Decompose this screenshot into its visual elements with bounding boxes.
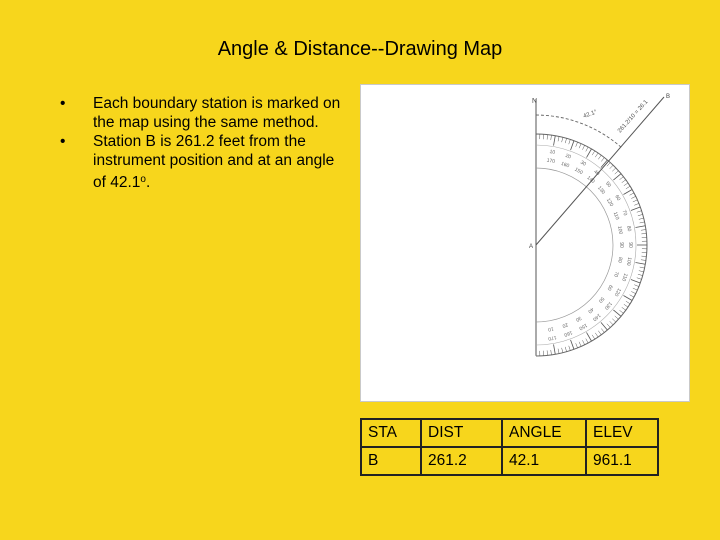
protractor-inner-number: 160 xyxy=(560,160,571,170)
protractor-numbers xyxy=(546,149,633,341)
protractor-tick xyxy=(571,340,574,349)
protractor-outer-number: 120 xyxy=(612,286,623,298)
protractor-tick xyxy=(634,203,639,205)
table-row xyxy=(361,447,658,475)
protractor-tick xyxy=(641,230,646,231)
protractor-tick xyxy=(551,350,552,355)
protractor-outer-number: 100 xyxy=(624,256,633,266)
protractor-tick xyxy=(639,271,644,272)
protractor-tick xyxy=(631,196,635,198)
protractor-tick xyxy=(562,348,563,353)
protractor-tick xyxy=(610,321,613,325)
protractor-tick xyxy=(634,285,639,287)
protractor-inner-number: 140 xyxy=(585,174,596,185)
protractor-tick xyxy=(558,136,559,141)
degree-superscript: o xyxy=(140,174,146,185)
protractor-inner-number: 150 xyxy=(573,166,584,177)
protractor-tick xyxy=(633,200,638,202)
protractor-tick xyxy=(624,183,628,186)
protractor-inner-number: 30 xyxy=(574,314,583,323)
protractor-outer-number: 70 xyxy=(620,209,629,217)
protractor-inner-number: 60 xyxy=(605,283,614,292)
protractor-outer-number: 10 xyxy=(549,148,556,156)
cell-elev: 961.1 xyxy=(586,447,658,475)
protractor-outer-number: 160 xyxy=(563,329,574,338)
protractor-tick xyxy=(587,332,592,341)
protractor-tick xyxy=(554,136,556,146)
protractor-tick xyxy=(598,331,601,335)
cell-sta: B xyxy=(361,447,421,475)
protractor-outer-number: 20 xyxy=(564,152,572,161)
protractor-tick xyxy=(595,153,598,157)
protractor-outer-number: 60 xyxy=(613,194,622,202)
protractor-outer-number: 30 xyxy=(579,159,587,168)
protractor-outer-number: 140 xyxy=(591,312,602,322)
protractor-tick xyxy=(547,135,548,140)
bullet-marker: • xyxy=(60,95,66,112)
protractor-tick xyxy=(554,344,556,354)
protractor-tick xyxy=(641,233,646,234)
header-cell-sta: STA xyxy=(361,419,421,447)
protractor-tick xyxy=(595,333,598,337)
bullet-text-end: . xyxy=(145,174,151,191)
protractor-tick xyxy=(638,214,643,215)
protractor-tick xyxy=(565,138,566,143)
protractor-figure xyxy=(360,84,690,402)
protractor-tick xyxy=(640,222,645,223)
protractor-tick xyxy=(612,319,616,322)
protractor-tick xyxy=(587,149,592,158)
protractor-tick xyxy=(638,274,643,275)
protractor-tick xyxy=(626,301,630,304)
protractor-outer-number: 170 xyxy=(547,333,557,342)
protractor-tick xyxy=(592,151,595,155)
protractor-outer-number: 90 xyxy=(627,242,633,248)
protractor-tick xyxy=(586,339,588,343)
protractor-inner-number: 50 xyxy=(597,295,606,304)
protractor-tick xyxy=(615,316,619,319)
protractor-tick xyxy=(620,177,624,180)
protractor-tick xyxy=(633,288,638,290)
bullet-list xyxy=(60,94,345,192)
protractor-tick xyxy=(576,142,578,147)
protractor-tick xyxy=(571,141,574,150)
protractor-inner-number: 80 xyxy=(616,256,624,264)
protractor-tick xyxy=(624,304,628,307)
protractor-outer-number: 80 xyxy=(625,225,633,232)
bullet-item xyxy=(60,132,345,192)
protractor-inner-number: 100 xyxy=(616,225,624,235)
protractor-tick xyxy=(612,168,616,171)
protractor-tick xyxy=(640,267,645,268)
protractor-inner-number: 10 xyxy=(547,325,555,333)
protractor-inner-number: 40 xyxy=(586,306,595,315)
protractor-tick xyxy=(623,190,632,195)
center-label: A xyxy=(529,244,534,250)
protractor-tick xyxy=(562,137,563,142)
protractor-tick xyxy=(641,260,646,261)
protractor-tick xyxy=(631,280,640,283)
protractor-inner-number: 120 xyxy=(604,197,615,208)
point-b-label: B xyxy=(666,94,671,100)
header-cell-dist: DIST xyxy=(421,419,502,447)
protractor-tick xyxy=(547,350,548,355)
protractor-tick xyxy=(639,218,644,219)
protractor-tick xyxy=(615,171,619,174)
protractor-tick xyxy=(607,324,610,328)
protractor-tick xyxy=(622,180,626,183)
protractor-tick xyxy=(569,346,571,351)
protractor-tick xyxy=(582,340,584,344)
header-cell-angle: ANGLE xyxy=(502,419,586,447)
cell-angle: 42.1 xyxy=(502,447,586,475)
header-cell-elev: ELEV xyxy=(586,419,658,447)
protractor-tick xyxy=(592,335,595,339)
protractor-tick xyxy=(626,186,630,189)
protractor-tick xyxy=(641,256,646,257)
protractor-outer-number: 130 xyxy=(603,300,613,311)
protractor-tick xyxy=(576,343,578,348)
protractor-inner-number: 110 xyxy=(611,211,621,221)
protractor-inner-number: 20 xyxy=(561,321,569,329)
protractor-outer-number: 150 xyxy=(577,321,589,332)
protractor-tick xyxy=(637,211,642,213)
protractor-inner-number: 170 xyxy=(546,157,556,165)
protractor-tick xyxy=(631,207,640,210)
protractor-tick xyxy=(630,193,634,195)
protractor-outer-number: 110 xyxy=(620,272,629,282)
protractor-tick xyxy=(623,296,632,301)
protractor-tick xyxy=(630,295,634,297)
protractor-tick xyxy=(631,291,635,293)
protractor-tick xyxy=(579,342,581,347)
protractor-tick xyxy=(551,135,552,140)
protractor-drawing xyxy=(361,85,691,403)
protractor-tick xyxy=(569,139,571,144)
protractor-tick xyxy=(598,155,601,159)
protractor-tick xyxy=(601,329,604,333)
protractor-tick xyxy=(579,144,581,149)
protractor-tick xyxy=(620,310,624,313)
protractor-tick xyxy=(613,174,621,180)
protractor-tick xyxy=(558,349,559,354)
bullet-marker: • xyxy=(60,133,66,150)
bullet-text: Station B is 261.2 feet from the instrument position and at an angle of 42.1 xyxy=(93,133,335,191)
slide-title: Angle & Distance--Drawing Map xyxy=(217,38,503,60)
protractor-tick xyxy=(637,278,642,280)
bullet-item xyxy=(60,94,345,132)
angle-annotation: 42.1° xyxy=(582,109,598,120)
protractor-outer-number: 40 xyxy=(592,168,601,178)
protractor-tick xyxy=(635,263,645,265)
protractor-inner-number: 130 xyxy=(596,185,607,196)
survey-table xyxy=(360,418,659,476)
protractor-inner-number: 90 xyxy=(618,242,624,248)
protractor-tick xyxy=(610,165,613,169)
protractor-inner-number: 70 xyxy=(612,270,620,278)
protractor-tick xyxy=(601,322,607,330)
protractor-tick xyxy=(622,307,626,310)
distance-annotation: 261.2/10 = 26.1 xyxy=(617,99,650,135)
bullet-text: Each boundary station is marked on the map using the same method. xyxy=(93,95,341,131)
protractor-tick xyxy=(635,226,645,228)
protractor-tick xyxy=(582,145,584,149)
protractor-tick xyxy=(565,347,566,352)
protractor-tick xyxy=(601,158,604,162)
north-label: N xyxy=(532,98,538,105)
protractor-tick xyxy=(613,310,621,316)
cell-dist: 261.2 xyxy=(421,447,502,475)
table-header-row xyxy=(361,419,658,447)
protractor-tick xyxy=(586,147,588,151)
protractor-outer-number: 50 xyxy=(603,180,613,189)
